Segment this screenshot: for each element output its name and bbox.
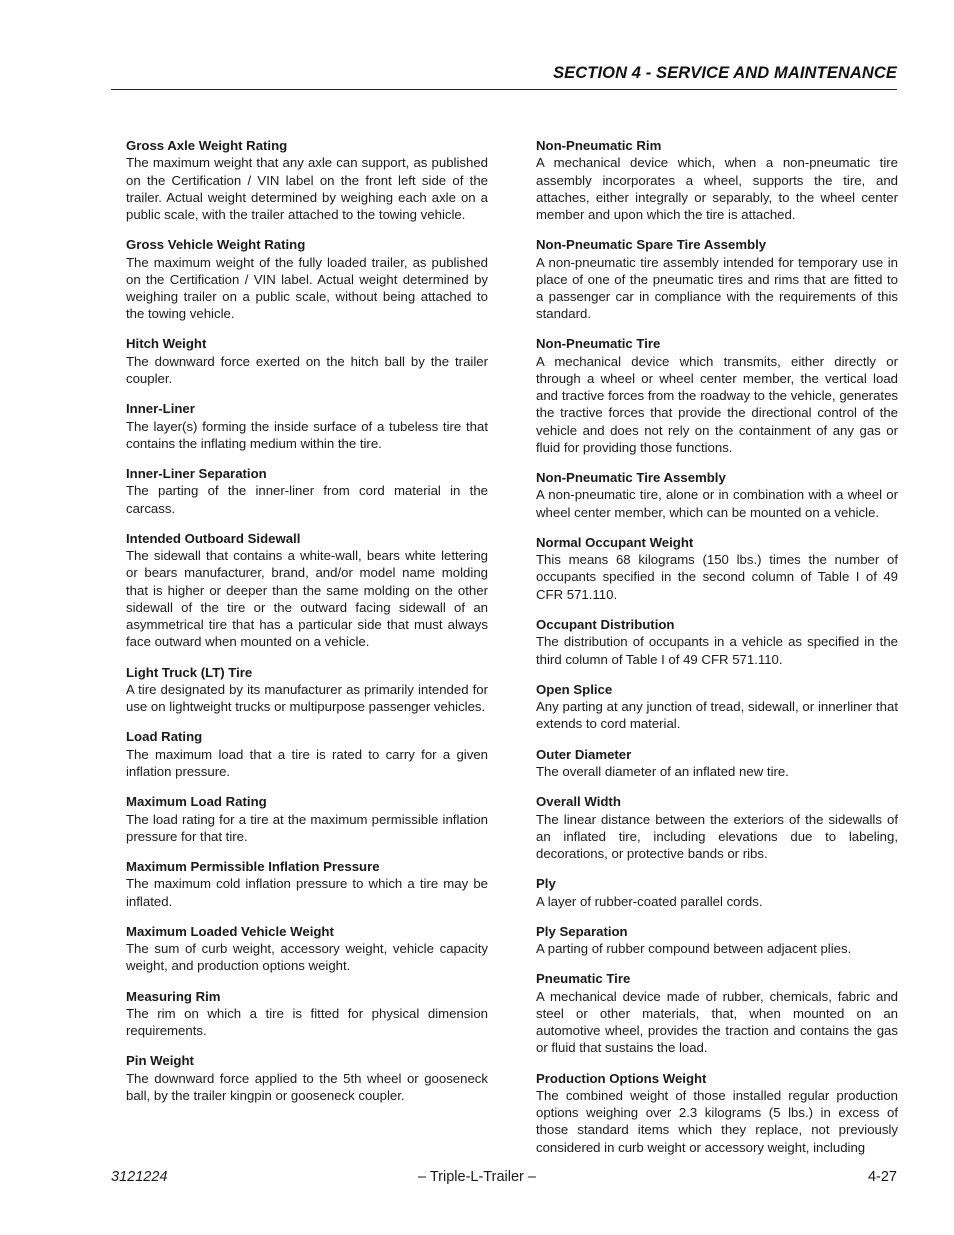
glossary-term: Occupant Distribution (536, 616, 675, 632)
glossary-entry (536, 534, 898, 603)
glossary-entry (126, 858, 488, 910)
glossary-term: Ply (536, 876, 556, 892)
glossary-entry (126, 1052, 488, 1104)
glossary-entry (536, 469, 898, 521)
glossary-term: Normal Occupant Weight (536, 534, 694, 550)
glossary-term: Overall Width (536, 794, 621, 810)
glossary-entry (536, 1070, 898, 1156)
glossary-term: Pneumatic Tire (536, 971, 631, 987)
glossary-entry (536, 335, 898, 456)
glossary-term: Non-Pneumatic Spare Tire Assembly (536, 237, 767, 253)
glossary-definition: The combined weight of those installed regular production options weighing over 2.3 kilograms (5 lbs.) in excess of those standard items which they replace, not previously considered in curb weight or accessory weight, including (536, 1087, 898, 1155)
glossary-entry (536, 793, 898, 862)
section-title: SECTION 4 - SERVICE AND MAINTENANCE (553, 64, 897, 82)
glossary-entry (536, 236, 898, 322)
header-rule (111, 89, 897, 90)
glossary-term: Maximum Load Rating (126, 794, 267, 810)
glossary-entry (536, 746, 898, 781)
glossary-definition: The linear distance between the exteriors of the sidewalls of an inflated tire, including elevations due to labeling, decorations, or protective bands or ribs. (536, 811, 898, 861)
glossary-definition: The downward force applied to the 5th wheel or gooseneck ball, by the trailer kingpin or gooseneck coupler. (126, 1070, 488, 1103)
glossary-term: Gross Axle Weight Rating (126, 138, 288, 153)
glossary-term: Measuring Rim (126, 988, 221, 1004)
glossary-term: Gross Vehicle Weight Rating (126, 237, 306, 253)
glossary-term: Inner-Liner Separation (126, 466, 267, 482)
glossary-term: Non-Pneumatic Tire Assembly (536, 470, 726, 486)
glossary-term: Maximum Loaded Vehicle Weight (126, 923, 334, 939)
page-number: 4-27 (867, 1169, 897, 1185)
document-number: 3121224 (111, 1169, 168, 1185)
glossary-entry (536, 616, 898, 668)
glossary-definition: The layer(s) forming the inside surface of a tubeless tire that contains the inflating medium within the tire. (126, 418, 488, 451)
glossary-entry (536, 137, 898, 223)
glossary-term: Hitch Weight (126, 336, 207, 352)
glossary-definition: A non-pneumatic tire, alone or in combination with a wheel or wheel center member, which can be mounted on a vehicle. (536, 487, 898, 520)
glossary-term: Non-Pneumatic Rim (536, 138, 662, 153)
glossary-term: Non-Pneumatic Tire (536, 336, 661, 352)
glossary-term: Open Splice (536, 681, 613, 697)
glossary-definition: A tire designated by its manufacturer as primarily intended for use on lightweight trucks or multipurpose passenger vehicles. (126, 681, 488, 715)
glossary-entry (536, 970, 898, 1056)
glossary-definition: The load rating for a tire at the maximum permissible inflation pressure for that tire. (126, 811, 488, 844)
glossary-definition: The sum of curb weight, accessory weight, vehicle capacity weight, and production options weight. (126, 941, 488, 974)
glossary-term: Light Truck (LT) Tire (126, 664, 253, 680)
glossary-entry (126, 988, 488, 1040)
glossary-definition: A layer of rubber-coated parallel cords. (536, 893, 763, 909)
glossary-definition: The parting of the inner-liner from cord material in the carcass. (126, 483, 488, 516)
glossary-entry (536, 923, 898, 958)
footer-title: – Triple-L-Trailer – (418, 1169, 536, 1185)
left-column (126, 137, 488, 1117)
glossary-term: Ply Separation (536, 923, 628, 939)
glossary-term: Maximum Permissible Inflation Pressure (126, 858, 380, 874)
glossary-definition: The overall diameter of an inflated new tire. (536, 763, 789, 779)
glossary-term: Production Options Weight (536, 1070, 707, 1086)
glossary-definition: The downward force exerted on the hitch ball by the trailer coupler. (126, 353, 488, 387)
glossary-entry (126, 728, 488, 780)
glossary-term: Outer Diameter (536, 746, 632, 762)
glossary-term: Inner-Liner (126, 401, 195, 417)
glossary-definition: The rim on which a tire is fitted for physical dimension requirements. (126, 1005, 488, 1039)
right-column (536, 137, 898, 1169)
glossary-entry (126, 137, 488, 223)
glossary-entry (126, 530, 488, 651)
glossary-definition: This means 68 kilograms (150 lbs.) times the number of occupants specified in the second column of Table I of 49 CFR 571.110. (536, 552, 898, 602)
glossary-entry (536, 681, 898, 733)
glossary-term: Intended Outboard Sidewall (126, 530, 301, 546)
glossary-definition: Any parting at any junction of tread, sidewall, or innerliner that extends to cord material. (536, 699, 898, 732)
glossary-definition: A non-pneumatic tire assembly intended for temporary use in place of one of the pneumatic tires and rims that are fitted to a passenger car in compliance with the requirements of this standard. (536, 254, 898, 322)
glossary-term: Load Rating (126, 729, 203, 745)
glossary-definition: The maximum load that a tire is rated to carry for a given inflation pressure. (126, 746, 488, 779)
glossary-definition: The distribution of occupants in a vehicle as specified in the third column of Table I of 49 CFR 571.110. (536, 634, 898, 667)
glossary-entry (126, 400, 488, 452)
glossary-definition: A mechanical device which, when a non-pneumatic tire assembly incorporates a wheel, supports the tire, and attaches, either integrally or separably, to the wheel center member and upon which the tire is attached. (536, 155, 898, 223)
glossary-entry (126, 335, 488, 387)
glossary-definition: A mechanical device made of rubber, chemicals, fabric and steel or other materials, that, when mounted on an automotive wheel, provides the traction and contains the gas or fluid that sustains the load. (536, 988, 898, 1056)
glossary-definition: The maximum cold inflation pressure to which a tire may be inflated. (126, 876, 488, 909)
glossary-definition: A parting of rubber compound between adjacent plies. (536, 941, 852, 957)
glossary-entry (536, 875, 898, 910)
glossary-entry (126, 793, 488, 845)
glossary-term: Pin Weight (126, 1053, 194, 1069)
glossary-entry (126, 923, 488, 975)
glossary-entry (126, 236, 488, 322)
glossary-definition: The sidewall that contains a white-wall, bears white lettering or bears manufacturer, brand, and/or model name molding that is higher or deeper than the same molding on the other sidewall of the tire or the outward facing sidewall of an asymmetrical tire that has a particular side that must always face outward when mounted on a vehicle. (126, 548, 488, 650)
glossary-entry (126, 664, 488, 716)
glossary-definition: A mechanical device which transmits, either directly or through a wheel or wheel center member, the vertical load and tractive forces from the roadway to the vehicle, generates the tractive forces that provide the directional control of the vehicle and does not rely on the containment of any gas or fluid for providing those functions. (536, 353, 898, 455)
glossary-entry (126, 465, 488, 517)
glossary-definition: The maximum weight of the fully loaded trailer, as published on the Certification / VIN label. Actual weight determined by weighing trailer on a public scale, without being attached to the towing vehicle. (126, 254, 488, 322)
glossary-definition: The maximum weight that any axle can support, as published on the Certification / VIN label on the front left side of the trailer. Actual weight determined by weighing each axle on a public scale, with the trailer attached to the towing vehicle. (126, 155, 488, 223)
